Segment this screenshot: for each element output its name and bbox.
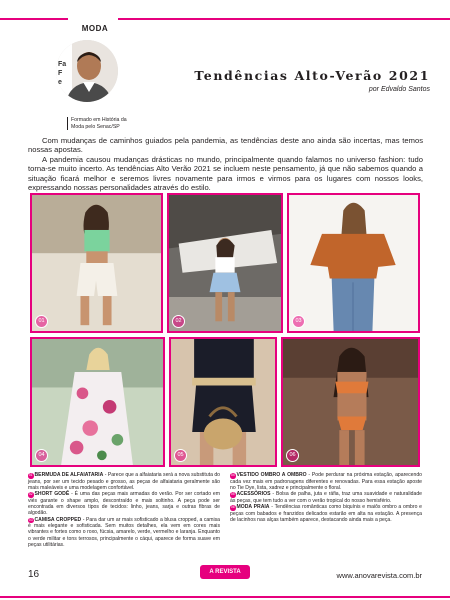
article-title: Tendências Alto-Verão 2021 [194, 68, 430, 83]
photo-number: 06 [286, 449, 299, 462]
photo-number: 01 [35, 315, 48, 328]
photo-acessorios [169, 337, 277, 467]
photo-moda-praia [281, 337, 420, 467]
author-bio: Formado em História da Moda pelo Senac/SP [67, 117, 133, 130]
header-rule-left [0, 18, 68, 20]
caption-text: - Bolsa de palha, juta e ráfia, traz uma suavidade e naturalidade às peças, que tem tudo a ver com o verão tropical do nosso hemisfério. [230, 491, 422, 504]
photo-number: 04 [35, 449, 48, 462]
caption-item [28, 472, 220, 491]
caption-marker: 04 [230, 473, 235, 477]
magazine-logo: A REVISTA [200, 565, 250, 579]
caption-text: - É uma das peças mais armadas do verão. Por ser cortado em viés garante o shape amplo, descontraído e mais soltinho. A peça pode ser encontrada em diversos tipos de tecidos: linho, jeans, sarja e outras fibras de algodão. [28, 491, 220, 517]
caption-lead: VESTIDO OMBRO A OMBRO [236, 472, 307, 478]
intro-paragraph-1: Com mudanças de caminhos guiados pela pandemia, as tendências deste ano ainda são incertas, mas temos nossas apostas. [28, 136, 423, 155]
caption-item [28, 517, 220, 548]
caption-lead: CAMISA CROPPED [34, 516, 82, 523]
caption-item [230, 491, 422, 504]
photo-vestido-ombro [30, 337, 165, 467]
caption-lead: ACESSÓRIOS [236, 491, 271, 498]
caption-text: - Pode perdurar na próxima estação, aparecendo cada vez mais em padronagens diferentes e renovadas. Para essa estação aposte no Tie Dye, lista, xadrez e principalmente o floral. [230, 472, 422, 491]
caption-text: - Parece que a alfaiataria será a nova substituta do jeans, por ser um tecido pesado e grosso, as peças de alfaiataria geralmente são mais maleáveis e uma modelagem confortável. [28, 472, 220, 491]
caption-lead: SHORT GODÊ [34, 491, 70, 498]
footer-rule [0, 596, 450, 598]
intro-text [28, 136, 423, 192]
photo-short-gode [167, 193, 283, 333]
photo-number: 03 [292, 315, 305, 328]
captions-right-column [230, 472, 422, 523]
intro-paragraph-2: A pandemia causou mudanças drásticas no mundo, principalmente quando falamos no universo fashion: tudo torna-se muito incerto. As tendências Alto Verão 2021 se incluem neste pensamento, já que não sabemos quando a situação ficará melhor e seremos livres novamente para irmos e virmos para os lugares com nossos looks, expressando nossas personalidades através do estilo. [28, 154, 423, 193]
caption-item [230, 472, 422, 491]
caption-lead: BERMUDA DE ALFAIATARIA [34, 472, 104, 478]
caption-marker: 01 [28, 473, 33, 477]
caption-marker: 03 [28, 517, 33, 522]
caption-text: - Para dar um ar mais sofisticado a blusa cropped, a camisa é mais elegante e sofisticada. Sem muitos detalhes, ela vem em cores mais vibrantes e fortes como o roxo, fúcsia, amarelo, verde, vermelho e laranja. Enquanto o verde militar e tons terrosos, principalmente o cáqui, aparece de forma suave em peças utilitárias. [28, 516, 221, 548]
caption-text: - Tendências românticas como biquínis e maiôs ombro a ombro e peças com babados e franzidos delicados estarão em alta na estação. A presença de lacinhos nas alças também aparece, destacando ainda mais a peça. [230, 504, 423, 523]
website-link[interactable]: www.anovarevista.com.br [336, 571, 422, 580]
caption-lead: MODA PRAIA [236, 504, 270, 511]
page-number: 16 [28, 569, 40, 580]
header-rule [118, 18, 450, 20]
photo-camisa-cropped [287, 193, 420, 333]
photo-bermuda-alfaiataria [30, 193, 163, 333]
photo-number: 05 [174, 449, 187, 462]
caption-marker: 06 [230, 505, 235, 510]
caption-marker: 05 [230, 492, 235, 497]
photo-number: 02 [172, 315, 185, 328]
captions-left-column [28, 472, 220, 548]
section-tag: MODA [68, 22, 122, 36]
caption-item [230, 504, 422, 523]
author-avatar [56, 40, 118, 102]
caption-item [28, 491, 220, 516]
byline: por Edvaldo Santos [368, 86, 430, 93]
caption-marker: 02 [28, 492, 33, 497]
avatar-sign-text: Fa F e [58, 61, 67, 86]
